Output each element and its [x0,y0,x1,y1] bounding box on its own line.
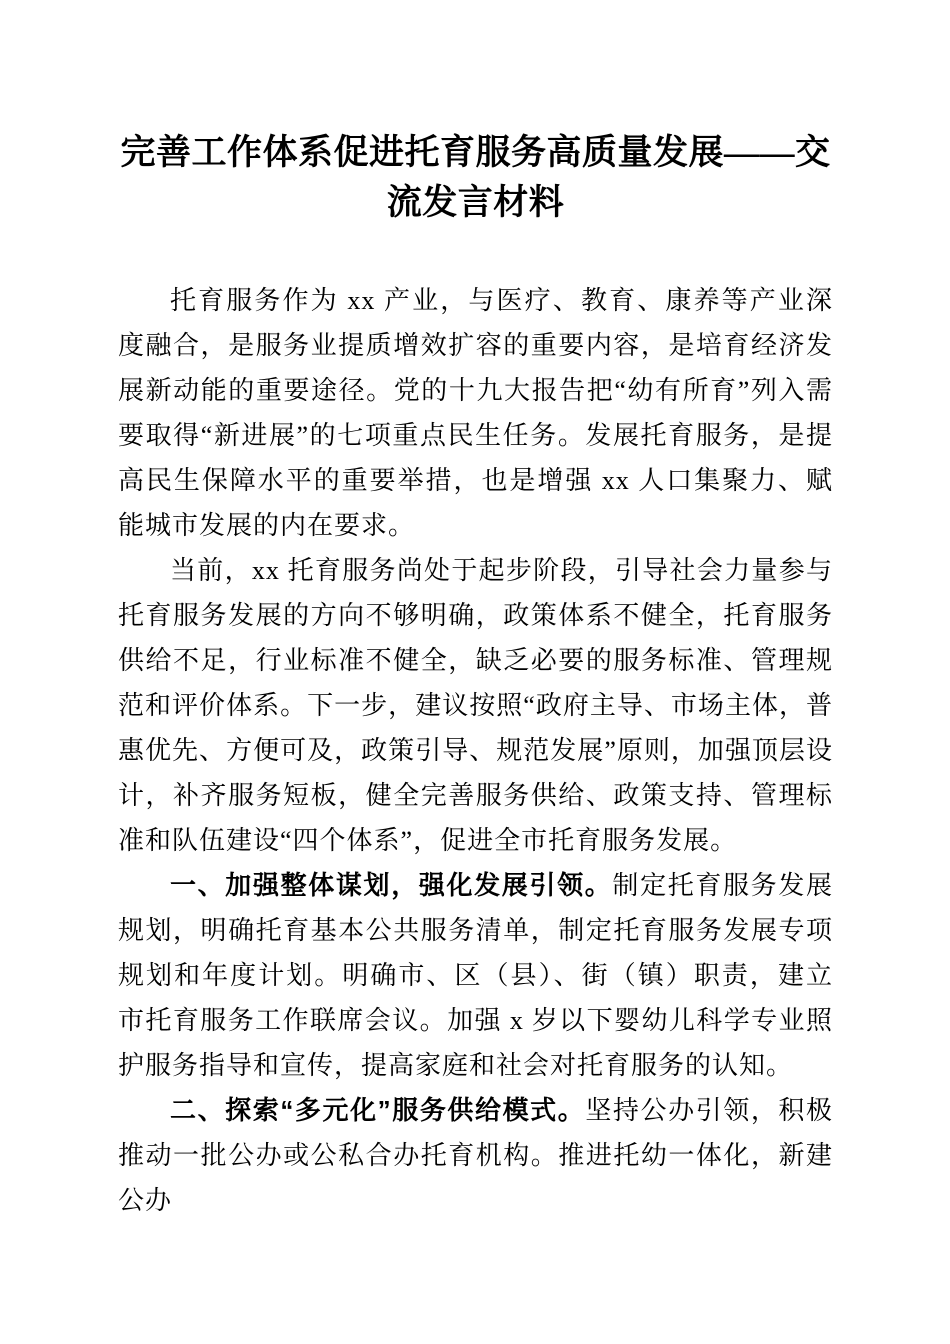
paragraph-section-1 [118,863,833,1088]
paragraph-text: 托育服务作为 xx 产业，与医疗、教育、康养等产业深度融合，是服务业提质增效扩容的重要内容，是培育经济发展新动能的重要途径。党的十九大报告把“幼有所育”列入需要取得“新进展”的七项重点民生任务。发展托育服务，是提高民生保障水平的重要举措，也是增强 xx 人口集聚力、赋能城市发展的内在要求。 [118,286,833,540]
document-title: 完善工作体系促进托育服务高质量发展——交流发言材料 [120,133,831,222]
paragraph-text: 当前，xx 托育服务尚处于起步阶段，引导社会力量参与托育服务发展的方向不够明确，政策体系不健全，托育服务供给不足，行业标准不健全，缺乏必要的服务标准、管理规范和评价体系。下一步，建议按照“政府主导、市场主体，普惠优先、方便可及，政策引导、规范发展”原则，加强顶层设计，补齐服务短板，健全完善服务供给、政策支持、管理标准和队伍建设“四个体系”，促进全市托育服务发展。 [118,556,833,855]
section-1-heading: 一、加强整体谋划，强化发展引领。 [170,870,613,900]
paragraph-text: 制定托育服务发展规划，明确托育基本公共服务清单，制定托育服务发展专项规划和年度计划。明确市、区（县）、街（镇）职责，建立市托育服务工作联席会议。加强 x 岁以下婴幼儿科学专业照护服务指导和宣传，提高家庭和社会对托育服务的认知。 [118,871,833,1080]
section-2-heading: 二、探索“多元化”服务供给模式。 [170,1095,586,1125]
paragraph-section-2 [118,1088,833,1223]
paragraph-text: 坚持公办引领，积极推动一批公办或公私合办托育机构。推进托幼一体化，新建公办 [118,1096,833,1215]
paragraph-current-situation [118,548,833,863]
document-body [118,278,833,1223]
paragraph-intro [118,278,833,548]
